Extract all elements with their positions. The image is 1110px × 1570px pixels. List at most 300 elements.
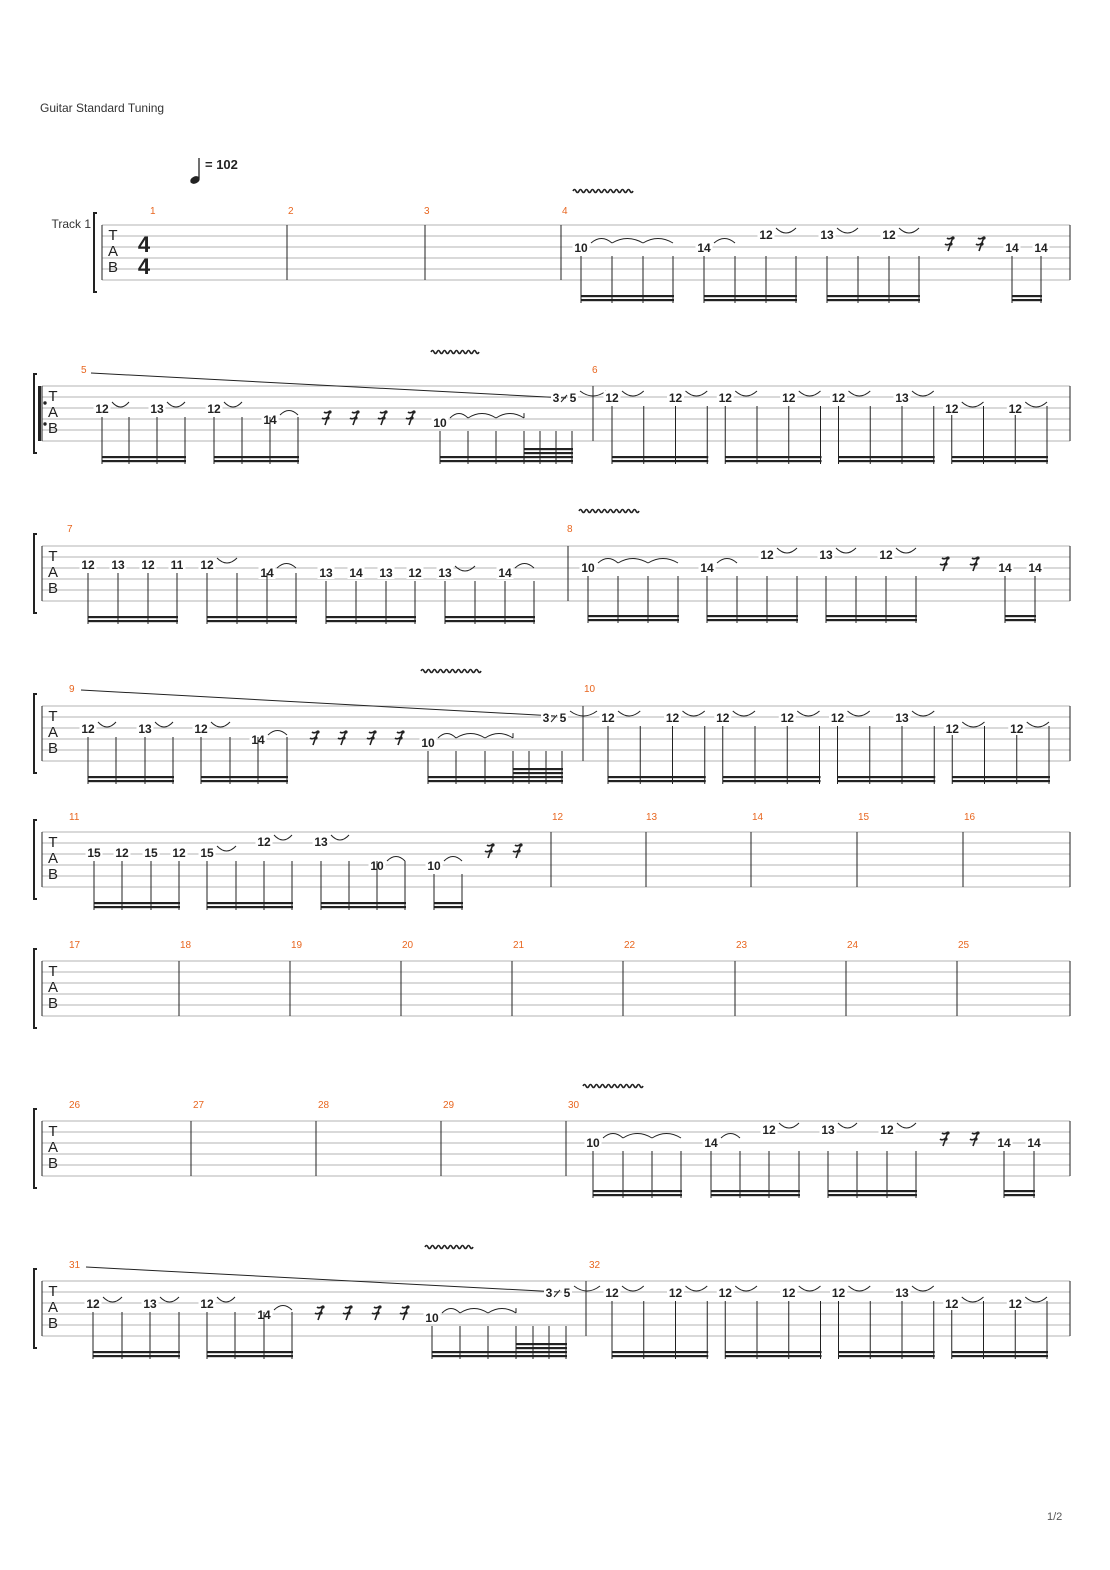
- note-beam: [207, 906, 293, 908]
- tie-arc: [686, 1286, 708, 1291]
- note-beam: [1012, 299, 1042, 301]
- tie-arc: [848, 711, 870, 716]
- note-beam: [725, 456, 821, 458]
- tab-letter-t: T: [48, 548, 58, 565]
- rest-dot: [344, 730, 347, 733]
- note-beam: [1005, 619, 1036, 621]
- tie-arc: [733, 711, 755, 716]
- sixteenth-rest: [343, 1305, 353, 1320]
- rest-dot: [976, 1131, 979, 1134]
- tab-letter-a: A: [47, 979, 59, 996]
- tie-arc: [776, 228, 796, 233]
- fret-number: 10: [370, 859, 384, 873]
- repeat-dot: [43, 422, 46, 425]
- rest-dot: [974, 562, 977, 565]
- rest-dot: [376, 1311, 379, 1314]
- system-bracket: [34, 949, 37, 1028]
- note-beam: [723, 780, 821, 782]
- measure-number: 4: [562, 206, 568, 217]
- fret-number: 12: [831, 391, 846, 405]
- note-beam: [102, 460, 186, 462]
- measure-number: 14: [752, 812, 764, 823]
- tie-arc: [598, 559, 618, 564]
- fret-number: 12: [945, 402, 959, 416]
- tie-arc: [912, 711, 934, 716]
- note-beam: [1005, 615, 1036, 617]
- note-beam: [207, 616, 297, 618]
- tab-letter-a: A: [47, 564, 59, 581]
- measure-number: 10: [584, 684, 596, 695]
- fret-number: 12: [601, 711, 615, 725]
- note-beam: [952, 456, 1048, 458]
- note-beam: [827, 299, 920, 301]
- note-beam: [524, 456, 573, 458]
- note-beam: [704, 295, 797, 297]
- sixteenth-rest: [372, 1305, 382, 1320]
- note-beam: [826, 619, 917, 621]
- tab-letter-b: B: [47, 1315, 59, 1332]
- fret-number: 3: [552, 391, 560, 405]
- fret-number: 14: [697, 241, 711, 255]
- note-beam: [445, 620, 535, 622]
- system-bracket: [34, 820, 37, 899]
- fret-number: 15: [200, 846, 214, 860]
- fret-number: 13: [820, 228, 834, 242]
- rest-dot: [354, 416, 357, 419]
- fret-number: 12: [945, 1297, 959, 1311]
- rest-dot: [982, 236, 985, 239]
- note-beam: [432, 1351, 517, 1353]
- fret-number: 12: [200, 1297, 214, 1311]
- tie-arc: [683, 711, 705, 716]
- tuning-label: Guitar Standard Tuning: [40, 101, 165, 115]
- tie-arc: [643, 239, 673, 244]
- time-sig-bottom: 4: [137, 254, 151, 279]
- tie-arc: [591, 239, 612, 244]
- note-beam: [827, 295, 920, 297]
- rest-dot: [316, 730, 319, 733]
- rest-dot: [944, 562, 947, 565]
- measure-number: 8: [567, 524, 573, 535]
- fret-number: 3: [542, 711, 550, 725]
- tie-arc: [98, 722, 116, 727]
- slide-mark: [554, 1290, 560, 1297]
- sixteenth-rest: [315, 1305, 325, 1320]
- note-beam: [952, 1355, 1048, 1357]
- fret-number: 12: [668, 1286, 683, 1300]
- tab-letter-t: T: [48, 1123, 58, 1140]
- tie-arc: [735, 391, 757, 396]
- measure-number: 32: [589, 1260, 601, 1271]
- note-beam: [88, 616, 178, 618]
- note-beam: [952, 776, 1050, 778]
- measure-number: 31: [69, 1260, 81, 1271]
- tie-arc: [735, 1286, 757, 1291]
- tie-arc: [962, 722, 984, 727]
- sixteenth-rest: [378, 410, 388, 425]
- note-beam: [711, 1194, 800, 1196]
- fret-number: 12: [882, 228, 896, 242]
- measure-number: 2: [288, 206, 294, 217]
- slide-line: [91, 373, 566, 398]
- fret-number: 13: [319, 566, 333, 580]
- sixteenth-rest: [970, 1131, 980, 1146]
- fret-number: 12: [86, 1297, 100, 1311]
- fret-number: 12: [115, 846, 129, 860]
- tie-arc: [622, 1286, 644, 1291]
- fret-number: 14: [498, 566, 512, 580]
- fret-number: 10: [574, 241, 588, 255]
- note-beam: [207, 620, 297, 622]
- measure-number: 22: [624, 940, 636, 951]
- vibrato-mark: [425, 1246, 473, 1249]
- note-beam: [88, 620, 178, 622]
- system-bracket: [94, 213, 97, 292]
- tie-arc: [912, 1286, 934, 1291]
- fret-number: 12: [782, 1286, 796, 1300]
- fret-number: 12: [718, 1286, 732, 1300]
- rest-dot: [517, 849, 520, 852]
- fret-number: 12: [762, 1123, 776, 1137]
- vibrato-mark: [583, 1085, 643, 1088]
- vibrato-mark: [573, 190, 633, 193]
- fret-number: 10: [586, 1136, 600, 1150]
- fret-number: 5: [569, 391, 577, 405]
- note-beam: [588, 619, 679, 621]
- sixteenth-rest: [406, 410, 416, 425]
- sixteenth-rest: [310, 730, 320, 745]
- measure-number: 18: [180, 940, 192, 951]
- rest-dot: [976, 556, 979, 559]
- note-beam: [513, 768, 563, 770]
- note-beam: [321, 902, 406, 904]
- tab-letter-b: B: [47, 1155, 59, 1172]
- measure-number: 15: [858, 812, 870, 823]
- tie-arc: [618, 711, 640, 716]
- rest-dot: [356, 410, 359, 413]
- fret-number: 5: [563, 1286, 571, 1300]
- note-beam: [513, 780, 563, 782]
- note-beam: [593, 1194, 682, 1196]
- tie-arc: [962, 1297, 984, 1302]
- note-beam: [612, 460, 708, 462]
- sixteenth-rest: [513, 843, 523, 858]
- tie-arc: [496, 414, 524, 419]
- sixteenth-rest: [338, 730, 348, 745]
- fret-number: 12: [605, 391, 619, 405]
- note-beam: [952, 780, 1050, 782]
- tie-arc: [211, 722, 230, 727]
- fret-number: 10: [427, 859, 441, 873]
- note-beam: [321, 906, 406, 908]
- note-beam: [838, 776, 936, 778]
- tie-arc: [485, 734, 513, 739]
- note-beam: [524, 452, 573, 454]
- vibrato-mark: [431, 351, 479, 354]
- note-beam: [428, 776, 514, 778]
- tie-arc: [224, 402, 242, 407]
- note-beam: [838, 780, 936, 782]
- tie-arc: [799, 391, 821, 396]
- tab-letter-t: T: [48, 388, 58, 405]
- note-beam: [88, 776, 174, 778]
- tie-arc: [515, 564, 534, 569]
- repeat-thick-line: [38, 386, 41, 441]
- note-beam: [608, 780, 706, 782]
- tie-arc: [623, 1134, 652, 1139]
- note-beam: [581, 295, 674, 297]
- rest-dot: [371, 736, 374, 739]
- note-beam: [588, 615, 679, 617]
- sixteenth-rest: [395, 730, 405, 745]
- fret-number: 14: [263, 413, 277, 427]
- rest-dot: [974, 1137, 977, 1140]
- note-beam: [513, 772, 563, 774]
- measure-number: 3: [424, 206, 430, 217]
- fret-number: 13: [379, 566, 393, 580]
- rest-dot: [342, 736, 345, 739]
- note-beam: [201, 776, 288, 778]
- note-beam: [952, 460, 1048, 462]
- note-beam: [434, 902, 463, 904]
- rest-dot: [373, 730, 376, 733]
- sixteenth-rest: [945, 236, 955, 251]
- note-beam: [88, 780, 174, 782]
- tab-letter-t: T: [48, 834, 58, 851]
- note-beam: [1012, 295, 1042, 297]
- rest-dot: [384, 410, 387, 413]
- fret-number: 14: [997, 1136, 1011, 1150]
- rest-dot: [347, 1311, 350, 1314]
- tab-letter-b: B: [47, 420, 59, 437]
- fret-number: 14: [349, 566, 363, 580]
- tie-arc: [155, 722, 173, 727]
- rest-dot: [321, 1305, 324, 1308]
- tab-letter-b: B: [47, 995, 59, 1012]
- fret-number: 5: [559, 711, 567, 725]
- rest-dot: [980, 242, 983, 245]
- rest-dot: [946, 556, 949, 559]
- note-beam: [93, 1351, 180, 1353]
- rest-dot: [326, 416, 329, 419]
- tab-letter-b: B: [47, 740, 59, 757]
- tab-letter-a: A: [47, 724, 59, 741]
- note-beam: [214, 456, 299, 458]
- fret-number: 12: [1008, 402, 1022, 416]
- fret-number: 12: [665, 711, 680, 725]
- fret-number: 13: [895, 391, 909, 405]
- note-beam: [725, 460, 821, 462]
- tie-arc: [488, 1309, 516, 1314]
- measure-number: 29: [443, 1100, 455, 1111]
- tie-arc: [277, 564, 296, 569]
- tie-arc: [686, 391, 708, 396]
- note-beam: [707, 619, 798, 621]
- fret-number: 14: [998, 561, 1012, 575]
- measure-number: 6: [592, 365, 598, 376]
- tie-arc: [897, 1123, 916, 1128]
- vibrato-mark: [579, 510, 639, 513]
- tie-arc: [612, 239, 643, 244]
- fret-number: 10: [433, 416, 447, 430]
- measure-number: 28: [318, 1100, 330, 1111]
- note-beam: [434, 906, 463, 908]
- rest-dot: [314, 736, 317, 739]
- system-bracket: [34, 1109, 37, 1188]
- fret-number: 12: [782, 391, 796, 405]
- tie-arc: [438, 734, 456, 739]
- measure-number: 24: [847, 940, 859, 951]
- tie-arc: [217, 558, 237, 563]
- tie-arc: [1025, 1297, 1047, 1302]
- tie-arc: [797, 711, 819, 716]
- tab-letter-a: A: [47, 850, 59, 867]
- slide-line: [81, 690, 555, 716]
- sixteenth-rest: [940, 1131, 950, 1146]
- rest-dot: [378, 1305, 381, 1308]
- fret-number: 12: [200, 558, 214, 572]
- fret-number: 13: [438, 566, 452, 580]
- fret-number: 12: [95, 402, 109, 416]
- note-beam: [326, 616, 416, 618]
- tempo-marking: = 102: [205, 157, 238, 172]
- fret-number: 12: [780, 711, 794, 725]
- measure-number: 1: [150, 206, 156, 217]
- tie-arc: [777, 548, 797, 553]
- fret-number: 12: [141, 558, 155, 572]
- fret-number: 10: [425, 1311, 439, 1325]
- note-beam: [102, 456, 186, 458]
- tie-arc: [836, 548, 856, 553]
- tie-arc: [717, 559, 737, 564]
- tie-arc: [160, 1297, 179, 1302]
- fret-number: 12: [759, 228, 773, 242]
- tie-arc: [387, 857, 405, 862]
- note-beam: [201, 780, 288, 782]
- rest-dot: [410, 416, 413, 419]
- tie-arc: [838, 1123, 857, 1128]
- fret-number: 12: [879, 548, 893, 562]
- measure-number: 7: [67, 524, 73, 535]
- tie-arc: [455, 566, 475, 571]
- rest-dot: [491, 843, 494, 846]
- fret-number: 10: [421, 736, 435, 750]
- fret-number: 12: [81, 558, 95, 572]
- fret-number: 12: [172, 846, 186, 860]
- note-beam: [326, 620, 416, 622]
- system-bracket: [34, 374, 37, 453]
- note-beam: [1004, 1190, 1035, 1192]
- tie-arc: [456, 734, 485, 739]
- note-beam: [725, 1351, 821, 1353]
- fret-number: 14: [1027, 1136, 1041, 1150]
- fret-number: 11: [170, 558, 184, 572]
- tie-arc: [799, 1286, 821, 1291]
- tie-arc: [603, 1134, 623, 1139]
- slide-mark: [561, 395, 567, 402]
- note-beam: [94, 906, 180, 908]
- tie-arc: [468, 414, 496, 419]
- rest-dot: [949, 242, 952, 245]
- tie-arc: [167, 402, 185, 407]
- rest-dot: [944, 1137, 947, 1140]
- tie-arc: [721, 1134, 740, 1139]
- tie-arc: [442, 1309, 460, 1314]
- rest-dot: [412, 410, 415, 413]
- tab-letter-a: A: [107, 243, 119, 260]
- fret-number: 12: [207, 402, 221, 416]
- measure-number: 12: [552, 812, 564, 823]
- rest-dot: [401, 730, 404, 733]
- rest-dot: [328, 410, 331, 413]
- rest-dot: [404, 1311, 407, 1314]
- tie-arc: [837, 228, 858, 233]
- tie-arc: [444, 857, 462, 862]
- tab-letter-a: A: [47, 1139, 59, 1156]
- note-beam: [1004, 1194, 1035, 1196]
- measure-number: 9: [69, 684, 75, 695]
- tie-arc: [896, 548, 916, 553]
- tie-arc: [331, 835, 349, 840]
- tab-letter-b: B: [47, 866, 59, 883]
- tie-arc: [274, 1306, 292, 1311]
- note-beam: [524, 460, 573, 462]
- fret-number: 12: [831, 1286, 846, 1300]
- tie-arc: [280, 411, 298, 416]
- note-beam: [440, 460, 525, 462]
- rest-dot: [399, 736, 402, 739]
- fret-number: 12: [408, 566, 422, 580]
- fret-number: 14: [1028, 561, 1042, 575]
- note-beam: [432, 1355, 517, 1357]
- sixteenth-rest: [350, 410, 360, 425]
- sixteenth-rest: [400, 1305, 410, 1320]
- measure-number: 26: [69, 1100, 81, 1111]
- fret-number: 13: [821, 1123, 835, 1137]
- note-beam: [516, 1355, 567, 1357]
- measure-number: 19: [291, 940, 303, 951]
- rest-dot: [319, 1311, 322, 1314]
- note-beam: [612, 1351, 708, 1353]
- fret-number: 12: [1010, 722, 1024, 736]
- sixteenth-rest: [940, 556, 950, 571]
- note-beam: [516, 1347, 567, 1349]
- fret-number: 12: [668, 391, 683, 405]
- fret-number: 13: [138, 722, 152, 736]
- note-beam: [828, 1190, 917, 1192]
- measure-number: 13: [646, 812, 658, 823]
- note-beam: [516, 1343, 567, 1345]
- vibrato-mark: [421, 670, 481, 673]
- system-bracket: [34, 1269, 37, 1348]
- system-bracket: [34, 534, 37, 613]
- tie-arc: [450, 414, 468, 419]
- fret-number: 13: [314, 835, 328, 849]
- repeat-dot: [43, 401, 46, 404]
- tie-arc: [648, 559, 678, 564]
- tab-letter-t: T: [48, 963, 58, 980]
- fret-number: 12: [718, 391, 732, 405]
- tie-arc: [274, 835, 292, 840]
- tie-arc: [849, 1286, 871, 1291]
- fret-number: 14: [257, 1308, 271, 1322]
- rest-dot: [349, 1305, 352, 1308]
- slide-line: [86, 1267, 559, 1292]
- note-beam: [952, 1351, 1048, 1353]
- fret-number: 3: [545, 1286, 553, 1300]
- note-beam: [839, 1355, 935, 1357]
- rest-dot: [382, 416, 385, 419]
